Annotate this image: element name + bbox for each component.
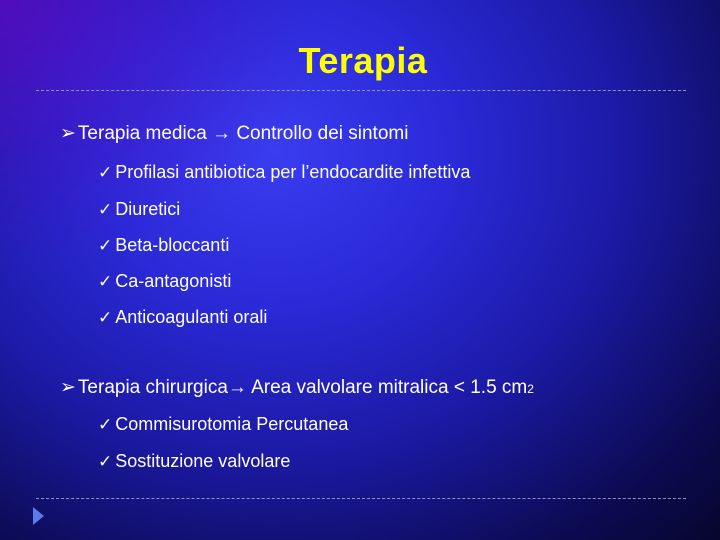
sub-bullet-text: Anticoagulanti orali [115,307,268,327]
top-divider [36,90,686,91]
superscript: 2 [527,382,534,396]
check-bullet-icon: ✓ [98,415,113,434]
sub-bullet-item [98,414,348,435]
sub-bullet-text: Commisurotomia Percutanea [115,414,349,434]
bottom-divider [36,498,686,499]
check-bullet-icon: ✓ [98,452,113,471]
sub-bullet-text: Sostituzione valvolare [115,451,291,471]
arrow-bullet-icon: ➢ [60,123,76,144]
slide-title: Terapia [298,40,428,81]
sub-bullet-item [98,307,267,328]
sub-bullet-text: Profilasi antibiotica per l’endocardite infettiva [115,162,471,182]
next-slide-arrow-icon[interactable] [33,507,44,525]
check-bullet-icon: ✓ [98,163,113,182]
bullet-text: Terapia medica → Controllo dei sintomi [77,123,409,144]
sub-bullet-item [98,199,180,220]
bullet-terapia-chirurgica [60,376,534,399]
sub-bullet-item [98,271,231,292]
sub-bullet-text: Ca-antagonisti [115,271,232,291]
sub-bullet-item [98,235,229,256]
sub-bullet-item [98,451,290,472]
sub-bullet-text: Beta-bloccanti [115,235,230,255]
bullet-terapia-medica [60,122,408,145]
check-bullet-icon: ✓ [98,308,113,327]
check-bullet-icon: ✓ [98,200,113,219]
bullet-text: Terapia chirurgica→ Area valvolare mitralica < 1.5 cm [77,377,528,398]
sub-bullet-text: Diuretici [115,199,181,219]
arrow-bullet-icon: ➢ [60,377,76,398]
check-bullet-icon: ✓ [98,272,113,291]
sub-bullet-item [98,162,470,183]
check-bullet-icon: ✓ [98,236,113,255]
